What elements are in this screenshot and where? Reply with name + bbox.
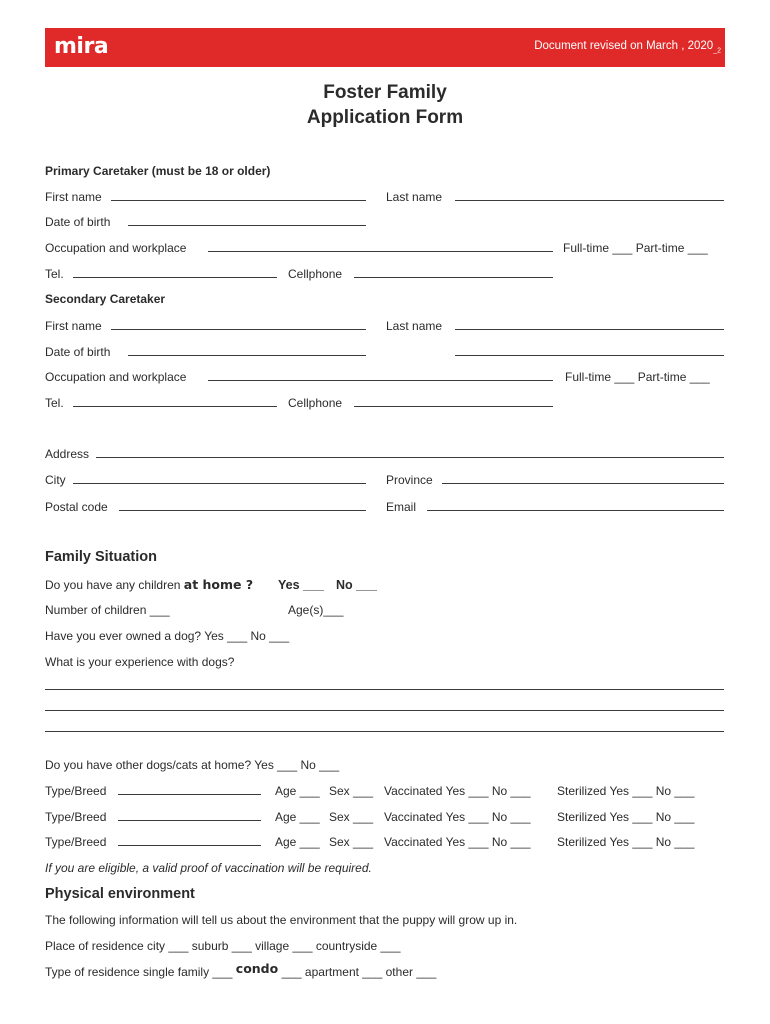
secondary-first-name-field[interactable]: [111, 329, 366, 330]
owned-dog-question[interactable]: Have you ever owned a dog? Yes ___ No ___: [45, 629, 290, 643]
number-of-children[interactable]: Number of children ___: [45, 603, 170, 617]
primary-occupation-label: Occupation and workplace: [45, 241, 187, 255]
primary-heading: Primary Caretaker (must be 18 or older): [45, 164, 271, 178]
province-field[interactable]: [442, 483, 724, 484]
pet-1-age[interactable]: Age ___: [275, 784, 320, 798]
pet-2-sterilized[interactable]: Sterilized Yes ___ No ___: [557, 810, 695, 824]
secondary-dob-field[interactable]: [128, 355, 366, 356]
pet-1-type-label: Type/Breed: [45, 784, 107, 798]
experience-line-2[interactable]: [45, 710, 724, 711]
children-yes[interactable]: Yes ___: [278, 578, 324, 592]
pet-3-type-label: Type/Breed: [45, 835, 107, 849]
postal-code-field[interactable]: [119, 510, 366, 511]
pet-3-type-field[interactable]: [118, 845, 261, 846]
physical-intro: The following information will tell us about the environment that the puppy will grow up in.: [45, 913, 518, 927]
pet-3-age[interactable]: Age ___: [275, 835, 320, 849]
pet-1-type-field[interactable]: [118, 794, 261, 795]
other-pets-question[interactable]: Do you have other dogs/cats at home? Yes ___ No ___: [45, 758, 340, 772]
secondary-tel-label: Tel.: [45, 396, 64, 410]
form-title-line2: Application Form: [306, 107, 464, 128]
primary-tel-field[interactable]: [73, 277, 277, 278]
secondary-tel-field[interactable]: [73, 406, 277, 407]
primary-first-name-field[interactable]: [111, 200, 366, 201]
secondary-employment[interactable]: Full-time ___ Part-time ___: [565, 370, 710, 384]
experience-line-1[interactable]: [45, 689, 724, 690]
pet-2-vaccinated[interactable]: Vaccinated Yes ___ No ___: [384, 810, 531, 824]
place-of-residence[interactable]: Place of residence city ___ suburb ___ village ___ countryside ___: [45, 939, 401, 953]
pet-3-sterilized[interactable]: Sterilized Yes ___ No ___: [557, 835, 695, 849]
primary-occupation-field[interactable]: [208, 251, 553, 252]
postal-code-label: Postal code: [45, 500, 108, 514]
primary-dob-field[interactable]: [128, 225, 366, 226]
primary-dob-label: Date of birth: [45, 215, 111, 229]
secondary-first-name-label: First name: [45, 319, 102, 333]
dog-experience-question: What is your experience with dogs?: [45, 655, 235, 669]
primary-cellphone-label: Cellphone: [288, 267, 343, 281]
revision-note: Document revised on March , $2020_{\_2}$: [534, 40, 721, 55]
pet-2-age[interactable]: Age ___: [275, 810, 320, 824]
family-situation-heading: Family Situation: [45, 549, 157, 565]
form-title-line1: Foster Family: [323, 82, 447, 103]
secondary-extra-field[interactable]: [455, 355, 724, 356]
primary-first-name-label: First name: [45, 190, 102, 204]
header-banner: [45, 28, 725, 67]
primary-last-name-field[interactable]: [455, 200, 724, 201]
primary-employment[interactable]: Full-time ___ Part-time ___: [563, 241, 708, 255]
children-ages[interactable]: Age(s)___: [288, 603, 344, 617]
pet-1-sex[interactable]: Sex ___: [329, 784, 374, 798]
pet-3-vaccinated[interactable]: Vaccinated Yes ___ No ___: [384, 835, 531, 849]
secondary-cellphone-label: Cellphone: [288, 396, 343, 410]
children-question: Do you have any children at home ?: [45, 577, 254, 592]
secondary-cellphone-field[interactable]: [354, 406, 553, 407]
pet-2-type-field[interactable]: [118, 820, 261, 821]
pet-3-sex[interactable]: Sex ___: [329, 835, 374, 849]
secondary-heading: Secondary Caretaker: [45, 292, 166, 306]
secondary-last-name-label: Last name: [386, 319, 443, 333]
primary-last-name-label: Last name: [386, 190, 443, 204]
vaccination-note: If you are eligible, a valid proof of vaccination will be required.: [45, 861, 372, 875]
handwritten-at-home: at home ?: [183, 577, 254, 592]
city-field[interactable]: [73, 483, 366, 484]
secondary-last-name-field[interactable]: [455, 329, 724, 330]
secondary-occupation-label: Occupation and workplace: [45, 370, 187, 384]
pet-2-sex[interactable]: Sex ___: [329, 810, 374, 824]
province-label: Province: [386, 473, 433, 487]
pet-1-vaccinated[interactable]: Vaccinated Yes ___ No ___: [384, 784, 531, 798]
primary-tel-label: Tel.: [45, 267, 64, 281]
experience-line-3[interactable]: [45, 731, 724, 732]
city-label: City: [45, 473, 66, 487]
type-of-residence[interactable]: Type of residence single family ___ condo ___ apartment ___ other ___: [45, 961, 437, 979]
email-field[interactable]: [427, 510, 724, 511]
secondary-occupation-field[interactable]: [208, 380, 553, 381]
handwritten-condo: condo: [235, 961, 279, 976]
address-label: Address: [45, 447, 90, 461]
email-label: Email: [386, 500, 417, 514]
address-field[interactable]: [96, 457, 724, 458]
pet-1-sterilized[interactable]: Sterilized Yes ___ No ___: [557, 784, 695, 798]
mira-logo: mira: [54, 34, 109, 59]
primary-cellphone-field[interactable]: [354, 277, 553, 278]
pet-2-type-label: Type/Breed: [45, 810, 107, 824]
children-no[interactable]: No ___: [336, 578, 377, 592]
physical-environment-heading: Physical environment: [45, 886, 195, 902]
secondary-dob-label: Date of birth: [45, 345, 111, 359]
